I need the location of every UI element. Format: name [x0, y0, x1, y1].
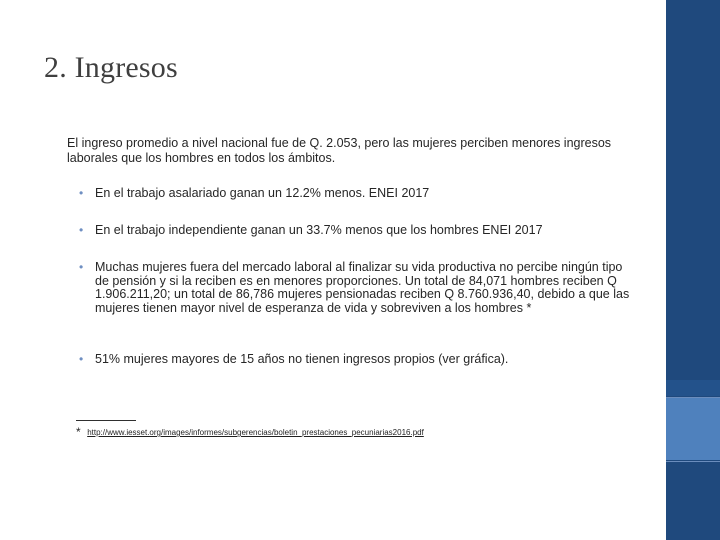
intro-paragraph: El ingreso promedio a nivel nacional fue de Q. 2.053, pero las mujeres perciben menores ingresos laborales que los hombres en todos los ámbitos.: [67, 136, 612, 165]
right-decorative-rail: [666, 0, 720, 540]
bullet-item: [79, 261, 639, 315]
bullet-text: En el trabajo asalariado ganan un 12.2% menos. ENEI 2017: [95, 186, 430, 200]
footnote-separator: [76, 420, 136, 421]
bullet-text: 51% mujeres mayores de 15 años no tienen ingresos propios (ver gráfica).: [95, 352, 509, 366]
rail-accent-segment: [666, 398, 720, 460]
bullet-text: Muchas mujeres fuera del mercado laboral al finalizar su vida productiva no percibe ningún tipo de pensión y si la reciben es en menores proporciones. Un total de 84,071 hombres reciben Q 1.906.211,20; un total de 86,786 mujeres pensionadas reciben Q 8.760.936,40, debido a que las mujeres tienen mayor nivel de esperanza de vida y sobreviven a los hombres *: [95, 260, 630, 315]
bullet-text: En el trabajo independiente ganan un 33.7% menos que los hombres ENEI 2017: [95, 223, 543, 237]
bullet-item: [79, 353, 639, 367]
footnote-link[interactable]: http://www.iesset.org/images/informes/subgerencias/boletin_prestaciones_pecuniarias2016.pdf: [87, 428, 424, 437]
rail-middle-segment: [666, 380, 720, 396]
slide-title: 2. Ingresos: [44, 51, 178, 84]
rail-bottom-segment: [666, 462, 720, 540]
rail-top-segment: [666, 0, 720, 380]
footnote: [76, 426, 556, 439]
bullet-item: [79, 187, 639, 201]
bullet-item: [79, 224, 639, 238]
bullet-marker: •: [79, 186, 84, 200]
bullet-marker: •: [79, 260, 84, 274]
bullet-marker: •: [79, 352, 84, 366]
footnote-marker: *: [76, 425, 81, 439]
bullet-marker: •: [79, 223, 84, 237]
